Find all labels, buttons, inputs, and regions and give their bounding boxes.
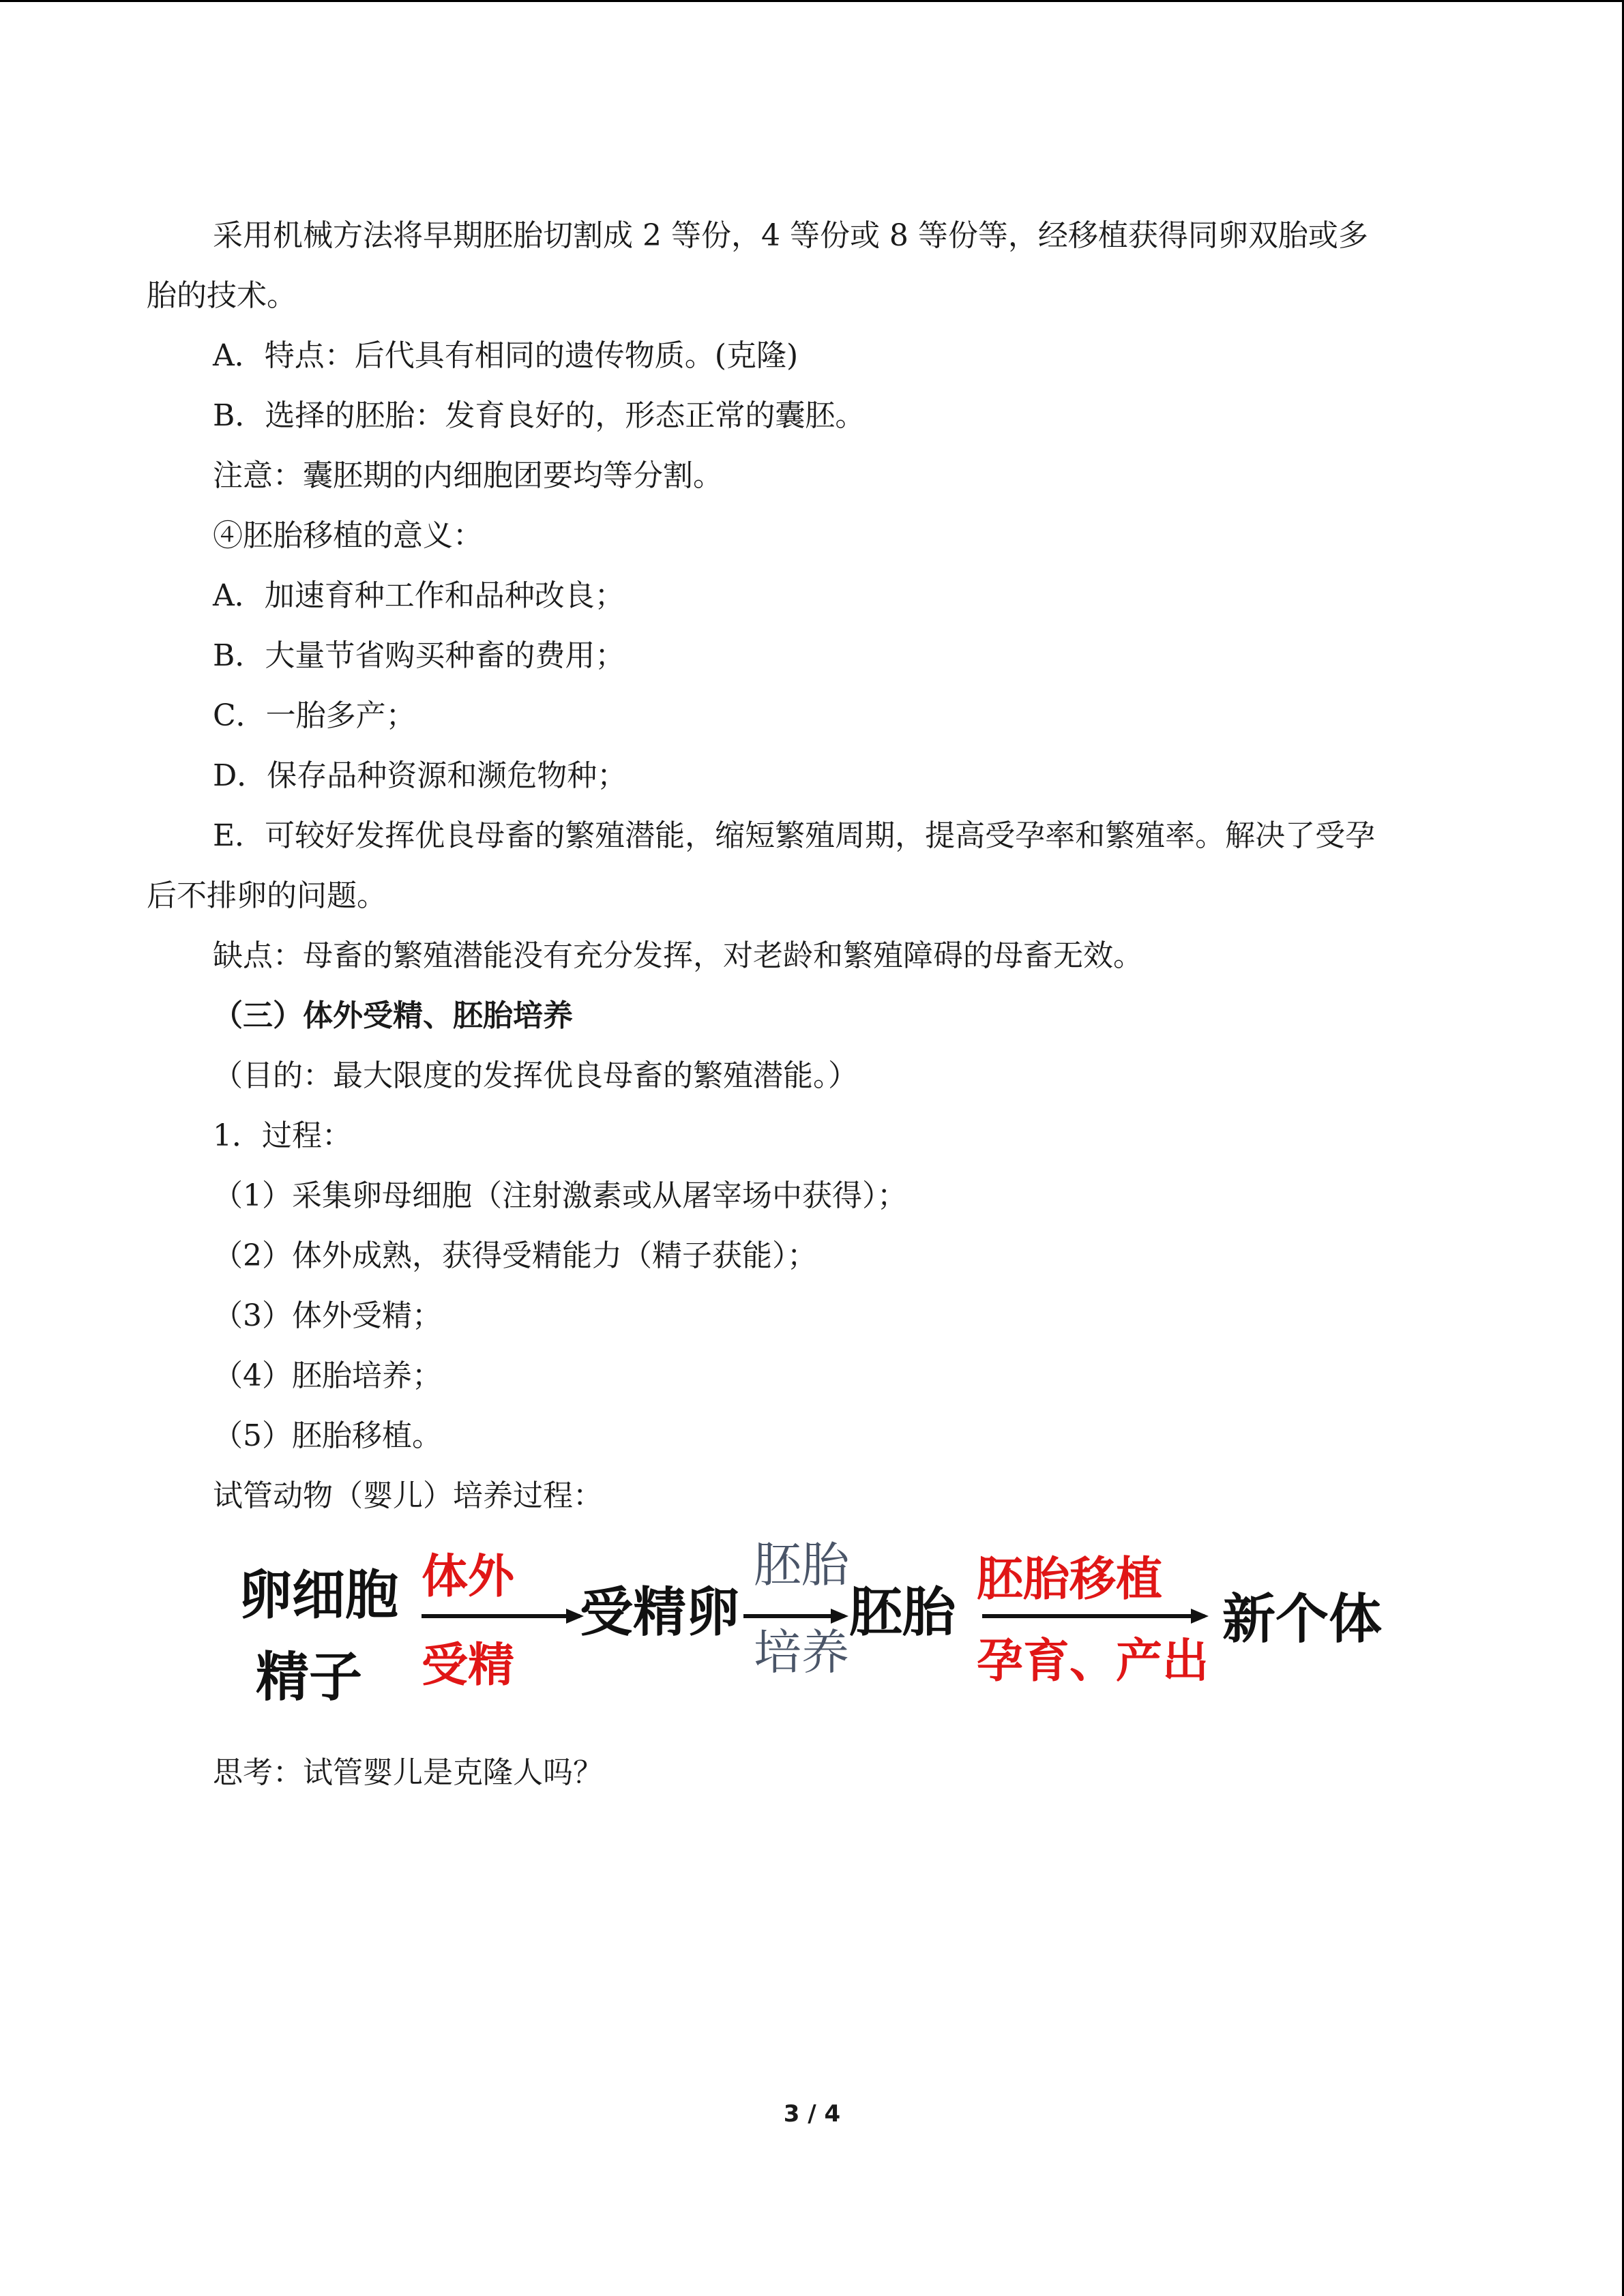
paragraph-line: 缺点：母畜的繁殖潜能没有充分发挥，对老龄和繁殖障碍的母畜无效。 [213,938,1143,973]
paragraph-line: 后不排卵的问题。 [147,878,387,913]
paragraph-line: 采用机械方法将早期胚胎切割成 2 等份，4 等份或 8 等份等，经移植获得同卵双胎或多 [213,218,1368,253]
arrow-2 [743,1614,844,1618]
arrow-3 [982,1614,1205,1618]
section-heading: （三）体外受精、胚胎培养 [213,998,573,1033]
list-item: （3）体外受精； [213,1298,442,1333]
fertilized-egg-label: 受精卵 [580,1582,740,1643]
paragraph-line: （目的：最大限度的发挥优良母畜的繁殖潜能。） [213,1058,858,1093]
paragraph-line: A．加速育种工作和品种改良； [213,578,625,613]
step3-top-label: 胚胎移植 [977,1553,1163,1607]
paragraph-line: 胎的技术。 [147,278,297,313]
list-item: （5）胚胎移植。 [213,1418,442,1453]
paragraph-line: D．保存品种资源和濒危物种； [213,758,628,793]
paragraph-line: 注意：囊胚期的内细胞团要均等分割。 [213,458,723,493]
paragraph-line: B．大量节省购买种畜的费用； [213,638,625,673]
step1-top-label: 体外 [422,1550,515,1604]
list-item: （1）采集卵母细胞（注射激素或从屠宰场中获得）； [213,1178,907,1213]
step1-bottom-label: 受精 [422,1639,515,1693]
list-item: （4）胚胎培养； [213,1358,442,1393]
paragraph-line: 思考：试管婴儿是克隆人吗？ [213,1755,603,1790]
new-individual-label: 新个体 [1222,1589,1383,1650]
page-number: 3 / 4 [783,2100,841,2128]
egg-cell-label: 卵细胞 [239,1565,399,1626]
paragraph-line: 1．过程： [213,1118,352,1153]
step3-bottom-label: 孕育、产出 [977,1635,1209,1688]
arrow-1 [422,1614,580,1618]
paragraph-line: C．一胎多产； [213,698,416,733]
page-top-border [0,0,1624,2]
step2-bottom-label: 培养 [754,1624,849,1680]
paragraph-line: 试管动物（婴儿）培养过程： [213,1478,603,1513]
step2-top-label: 胚胎 [754,1537,849,1593]
ivf-process-diagram [205,1531,1432,1729]
embryo-label: 胚胎 [849,1582,956,1643]
paragraph-line: ④胚胎移植的意义： [213,518,483,553]
list-item: （2）体外成熟，获得受精能力（精子获能）； [213,1238,817,1273]
sperm-label: 精子 [256,1647,363,1708]
paragraph-line: E．可较好发挥优良母畜的繁殖潜能，缩短繁殖周期，提高受孕率和繁殖率。解决了受孕 [213,818,1376,853]
paragraph-line: A．特点：后代具有相同的遗传物质。(克隆) [213,338,799,373]
paragraph-line: B．选择的胚胎：发育良好的，形态正常的囊胚。 [213,398,866,433]
